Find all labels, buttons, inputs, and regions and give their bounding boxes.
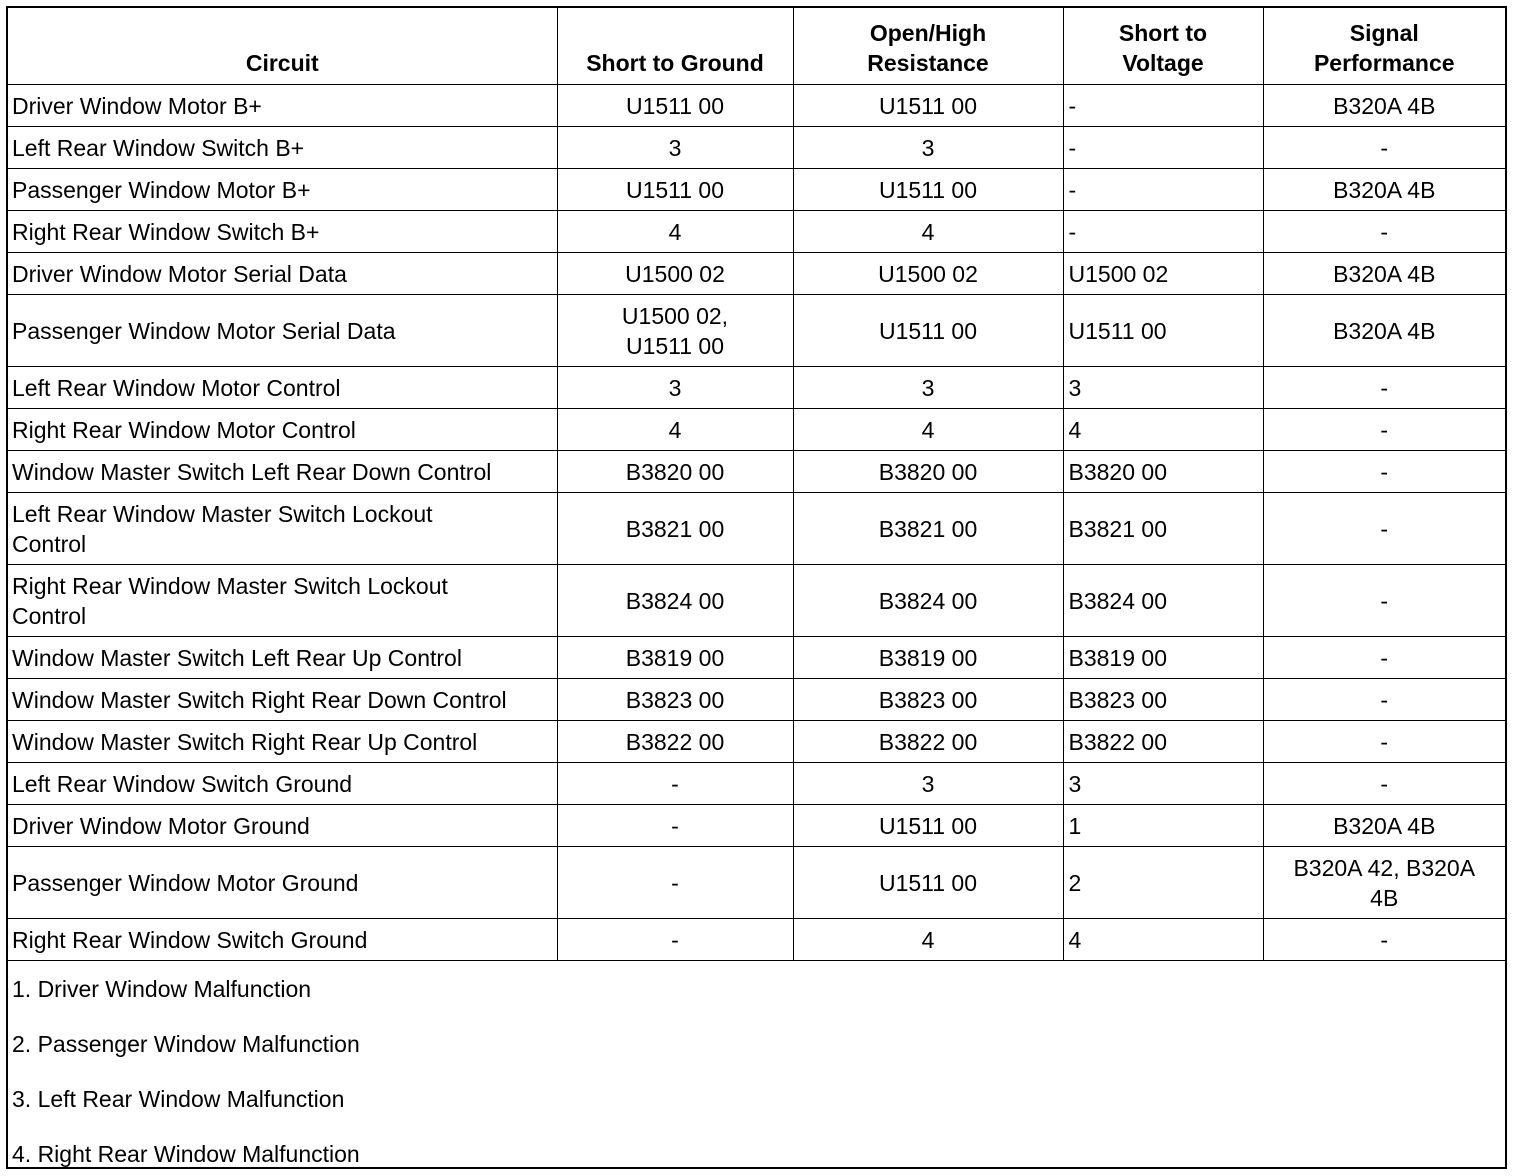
cell-open-high-resistance: U1511 00	[793, 805, 1063, 847]
footnote-4: 4. Right Rear Window Malfunction	[12, 1141, 360, 1167]
cell-circuit: Window Master Switch Left Rear Down Control	[8, 451, 557, 493]
cell-short-to-voltage: B3821 00	[1063, 493, 1263, 565]
cell-short-to-ground: -	[557, 847, 793, 919]
cell-signal-performance: -	[1263, 679, 1505, 721]
circuit-dtc-table	[8, 8, 1505, 961]
cell-short-to-ground: U1511 00	[557, 85, 793, 127]
table-row	[8, 169, 1505, 211]
cell-open-high-resistance: 4	[793, 211, 1063, 253]
cell-signal-performance: B320A 4B	[1263, 169, 1505, 211]
cell-short-to-voltage: U1511 00	[1063, 295, 1263, 367]
cell-short-to-voltage: B3823 00	[1063, 679, 1263, 721]
cell-signal-performance: B320A 42, B320A 4B	[1263, 847, 1505, 919]
cell-short-to-voltage: 3	[1063, 763, 1263, 805]
cell-signal-performance: -	[1263, 919, 1505, 961]
cell-signal-performance: -	[1263, 721, 1505, 763]
cell-signal-performance: -	[1263, 211, 1505, 253]
table-row	[8, 295, 1505, 367]
cell-short-to-voltage: 4	[1063, 409, 1263, 451]
cell-signal-performance: -	[1263, 763, 1505, 805]
cell-short-to-voltage: B3824 00	[1063, 565, 1263, 637]
cell-short-to-ground: U1511 00	[557, 169, 793, 211]
cell-short-to-voltage: B3819 00	[1063, 637, 1263, 679]
cell-circuit: Right Rear Window Switch Ground	[8, 919, 557, 961]
cell-circuit: Left Rear Window Switch Ground	[8, 763, 557, 805]
header-signal-performance	[1263, 8, 1505, 85]
cell-short-to-voltage: 3	[1063, 367, 1263, 409]
table-row	[8, 127, 1505, 169]
cell-circuit: Right Rear Window Motor Control	[8, 409, 557, 451]
cell-short-to-ground: 3	[557, 127, 793, 169]
cell-short-to-voltage: U1500 02	[1063, 253, 1263, 295]
cell-open-high-resistance: U1511 00	[793, 295, 1063, 367]
dtc-table-frame	[6, 6, 1507, 1169]
cell-open-high-resistance: 4	[793, 409, 1063, 451]
cell-circuit: Driver Window Motor Serial Data	[8, 253, 557, 295]
footnote-2: 2. Passenger Window Malfunction	[12, 1031, 360, 1057]
cell-signal-performance: B320A 4B	[1263, 253, 1505, 295]
cell-open-high-resistance: U1511 00	[793, 85, 1063, 127]
cell-open-high-resistance: 3	[793, 127, 1063, 169]
cell-circuit: Left Rear Window Motor Control	[8, 367, 557, 409]
cell-open-high-resistance: B3819 00	[793, 637, 1063, 679]
cell-signal-performance: B320A 4B	[1263, 85, 1505, 127]
cell-short-to-ground: -	[557, 919, 793, 961]
header-signal-performance-text: Signal Performance	[1313, 20, 1455, 76]
cell-signal-performance: -	[1263, 127, 1505, 169]
cell-signal-performance: -	[1263, 493, 1505, 565]
cell-open-high-resistance: B3821 00	[793, 493, 1063, 565]
table-row	[8, 637, 1505, 679]
table-row	[8, 409, 1505, 451]
cell-circuit: Driver Window Motor B+	[8, 85, 557, 127]
table-row	[8, 847, 1505, 919]
cell-signal-performance: -	[1263, 367, 1505, 409]
header-open-high-resistance-text: Open/High Resistance	[867, 20, 989, 76]
cell-short-to-ground: B3819 00	[557, 637, 793, 679]
table-row	[8, 919, 1505, 961]
cell-circuit: Passenger Window Motor Ground	[8, 847, 557, 919]
header-row	[8, 8, 1505, 85]
cell-open-high-resistance: B3824 00	[793, 565, 1063, 637]
cell-short-to-voltage: 1	[1063, 805, 1263, 847]
table-row	[8, 493, 1505, 565]
cell-short-to-ground: 4	[557, 409, 793, 451]
cell-circuit: Window Master Switch Left Rear Up Control	[8, 637, 557, 679]
header-open-high-resistance	[793, 8, 1063, 85]
cell-short-to-ground: -	[557, 763, 793, 805]
cell-open-high-resistance: 4	[793, 919, 1063, 961]
cell-open-high-resistance: U1511 00	[793, 169, 1063, 211]
table-row	[8, 679, 1505, 721]
cell-short-to-ground: 3	[557, 367, 793, 409]
cell-short-to-ground: B3822 00	[557, 721, 793, 763]
cell-open-high-resistance: B3822 00	[793, 721, 1063, 763]
cell-short-to-voltage: B3822 00	[1063, 721, 1263, 763]
cell-short-to-ground: U1500 02, U1511 00	[557, 295, 793, 367]
cell-open-high-resistance: U1511 00	[793, 847, 1063, 919]
header-short-to-voltage-text: Short to Voltage	[1118, 20, 1208, 76]
cell-short-to-voltage: -	[1063, 85, 1263, 127]
footnote-1: 1. Driver Window Malfunction	[12, 976, 312, 1002]
cell-circuit: Window Master Switch Right Rear Down Control	[8, 679, 557, 721]
table-row	[8, 211, 1505, 253]
header-short-to-voltage	[1063, 8, 1263, 85]
cell-open-high-resistance: U1500 02	[793, 253, 1063, 295]
table-row	[8, 763, 1505, 805]
cell-open-high-resistance: 3	[793, 763, 1063, 805]
table-row	[8, 85, 1505, 127]
cell-circuit: Driver Window Motor Ground	[8, 805, 557, 847]
cell-short-to-ground: U1500 02	[557, 253, 793, 295]
table-row	[8, 451, 1505, 493]
cell-open-high-resistance: B3823 00	[793, 679, 1063, 721]
cell-circuit: Passenger Window Motor Serial Data	[8, 295, 557, 367]
cell-signal-performance: B320A 4B	[1263, 295, 1505, 367]
table-row	[8, 721, 1505, 763]
table-row	[8, 565, 1505, 637]
cell-circuit: Left Rear Window Master Switch Lockout Control	[8, 493, 557, 565]
cell-short-to-voltage: 2	[1063, 847, 1263, 919]
header-short-to-ground: Short to Ground	[557, 8, 793, 85]
cell-short-to-ground: B3820 00	[557, 451, 793, 493]
cell-signal-performance: B320A 4B	[1263, 805, 1505, 847]
cell-signal-performance: -	[1263, 565, 1505, 637]
cell-short-to-voltage: -	[1063, 127, 1263, 169]
cell-circuit: Left Rear Window Switch B+	[8, 127, 557, 169]
cell-open-high-resistance: B3820 00	[793, 451, 1063, 493]
cell-circuit: Right Rear Window Master Switch Lockout Control	[8, 565, 557, 637]
cell-short-to-voltage: 4	[1063, 919, 1263, 961]
cell-short-to-ground: B3824 00	[557, 565, 793, 637]
cell-signal-performance: -	[1263, 451, 1505, 493]
table-row	[8, 367, 1505, 409]
table-row	[8, 805, 1505, 847]
cell-short-to-voltage: B3820 00	[1063, 451, 1263, 493]
cell-short-to-voltage: -	[1063, 169, 1263, 211]
cell-signal-performance: -	[1263, 637, 1505, 679]
table-row	[8, 253, 1505, 295]
cell-circuit: Passenger Window Motor B+	[8, 169, 557, 211]
cell-short-to-ground: 4	[557, 211, 793, 253]
cell-short-to-ground: B3823 00	[557, 679, 793, 721]
cell-open-high-resistance: 3	[793, 367, 1063, 409]
cell-short-to-voltage: -	[1063, 211, 1263, 253]
footnote-3: 3. Left Rear Window Malfunction	[12, 1086, 345, 1112]
table-body	[8, 85, 1505, 961]
cell-short-to-ground: B3821 00	[557, 493, 793, 565]
cell-circuit: Right Rear Window Switch B+	[8, 211, 557, 253]
cell-short-to-ground: -	[557, 805, 793, 847]
cell-signal-performance: -	[1263, 409, 1505, 451]
cell-circuit: Window Master Switch Right Rear Up Control	[8, 721, 557, 763]
header-circuit: Circuit	[8, 8, 557, 85]
